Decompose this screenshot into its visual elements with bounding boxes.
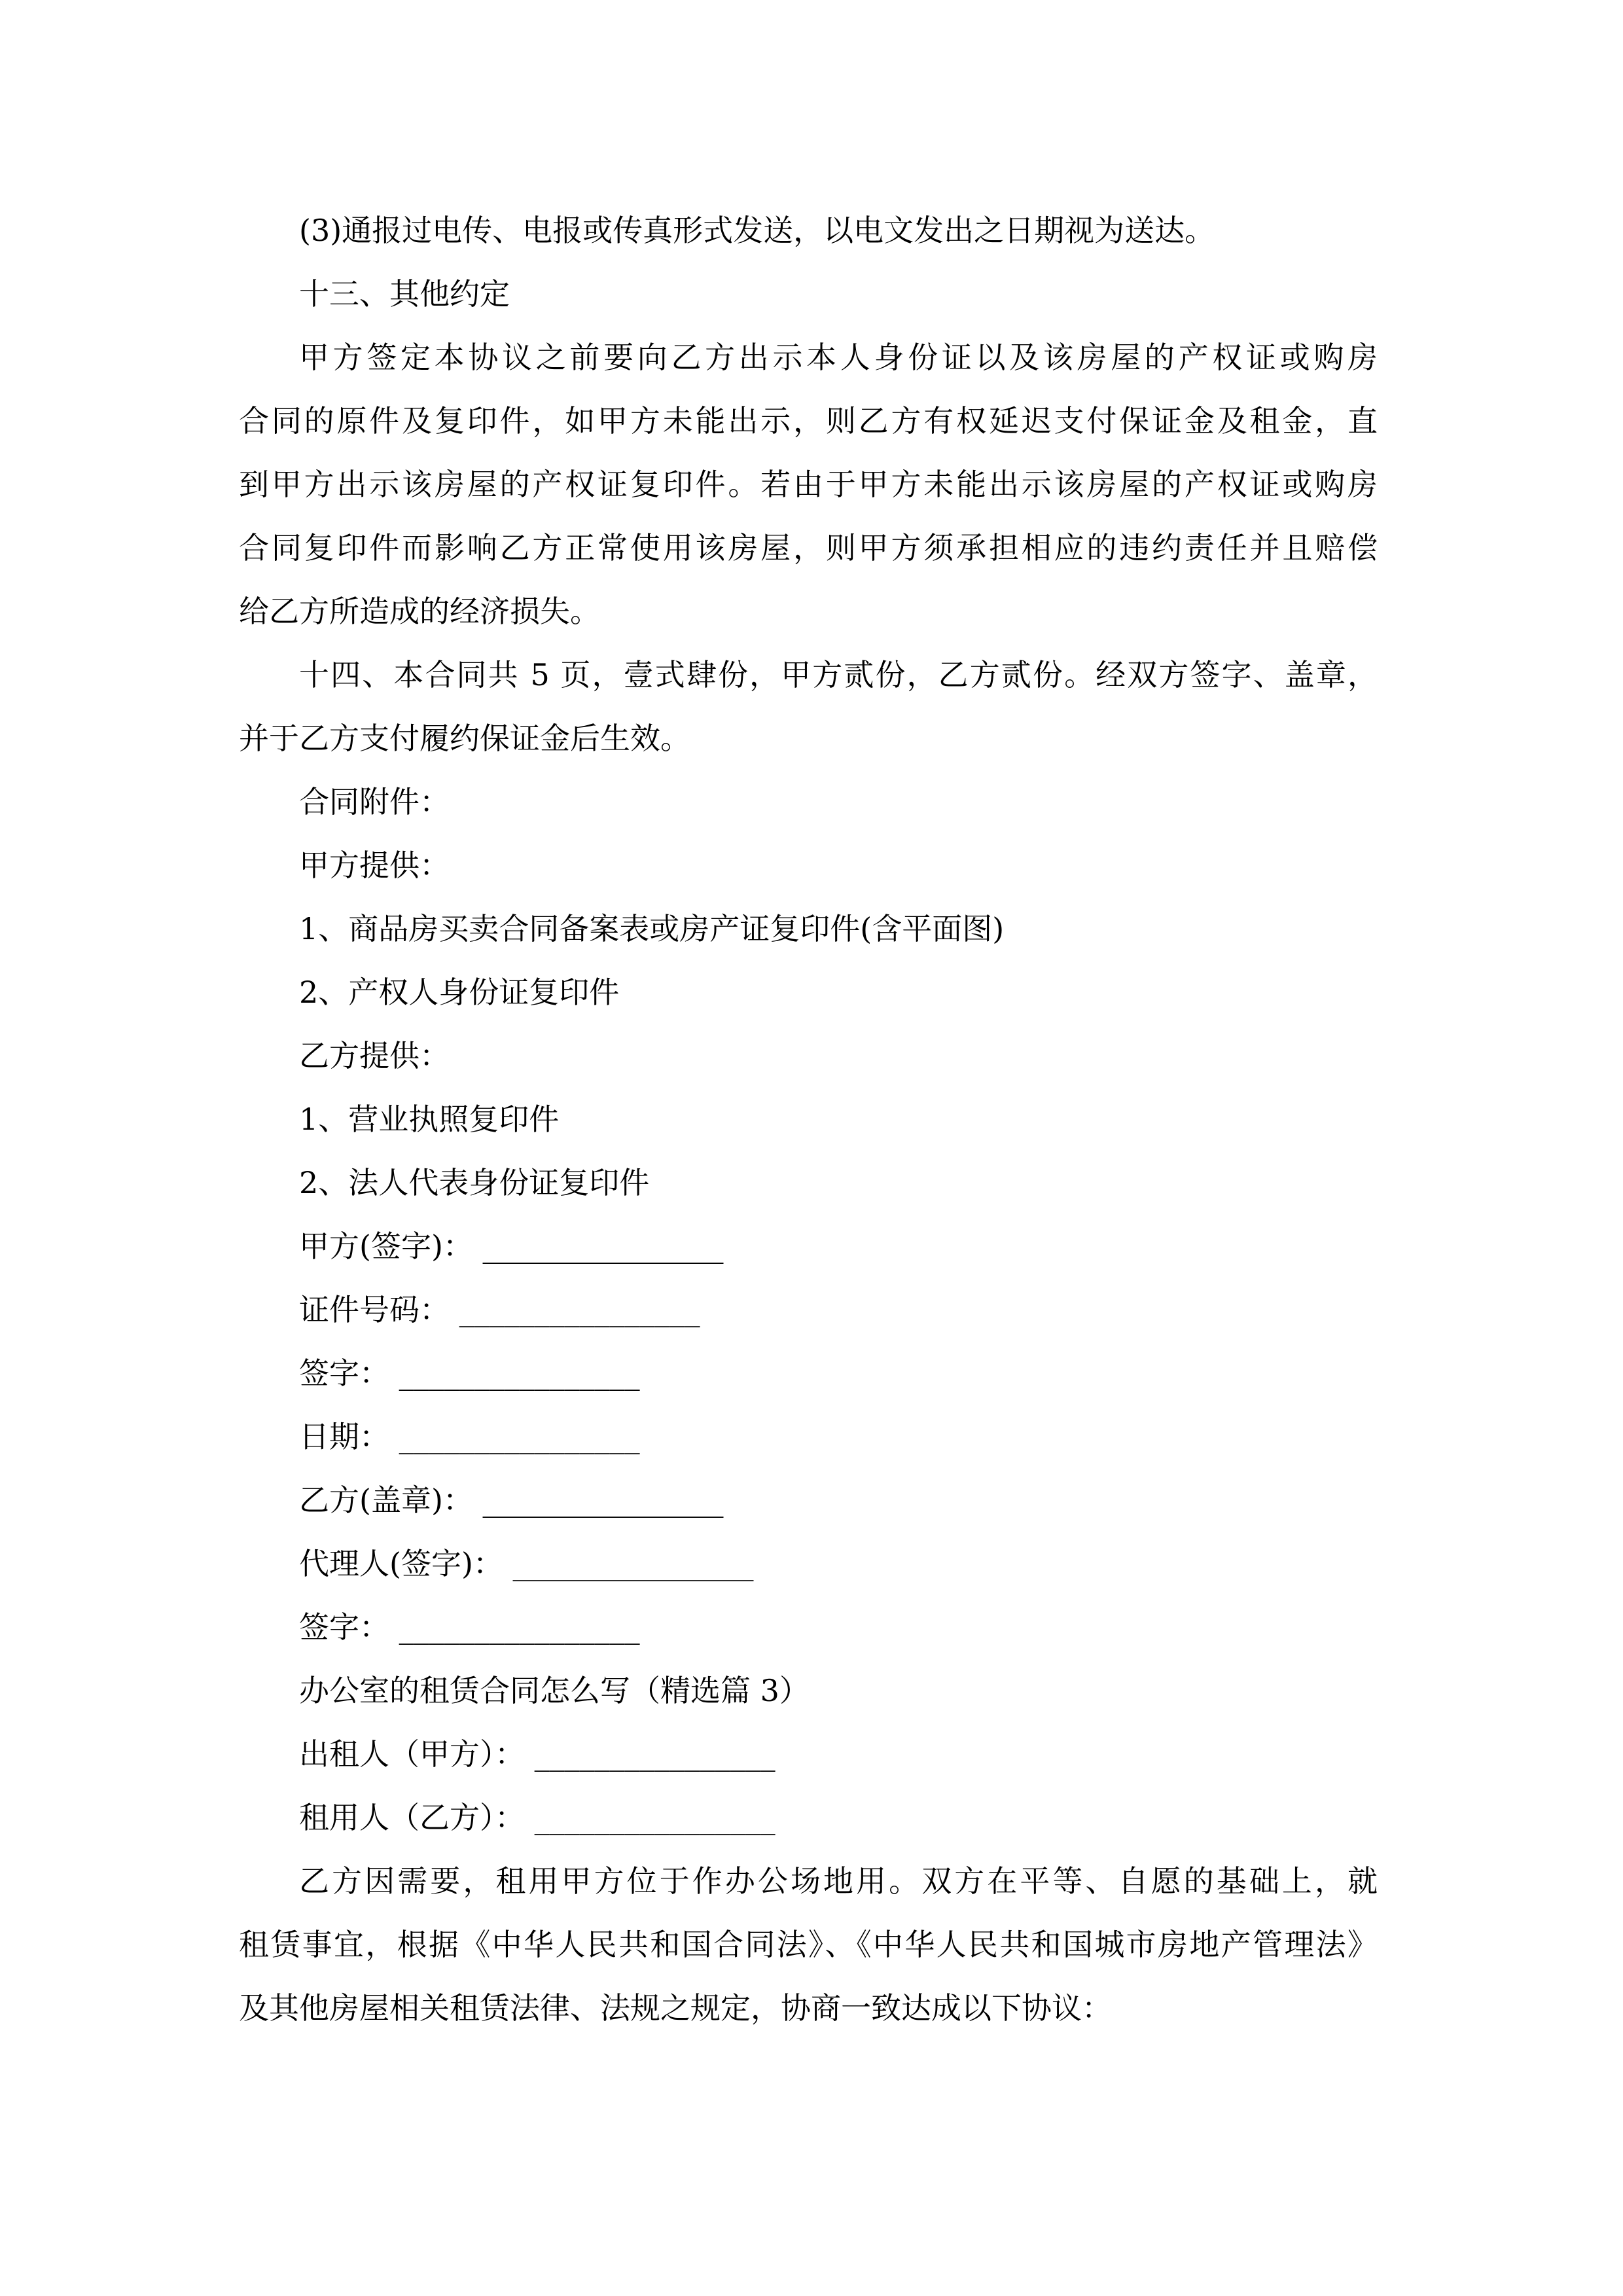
party-b-attachment-item-1: 1、营业执照复印件 (299, 1102, 560, 1137)
party-a-signature-field: 甲方(签字)： ________________ (299, 1229, 724, 1264)
other-agreements-clause-line-5: 给乙方所造成的经济损失。 (239, 594, 600, 629)
party-a-attachment-item-2: 2、产权人身份证复印件 (299, 975, 620, 1010)
party-a-attachment-item-1: 1、商品房买卖合同备案表或房产证复印件(含平面图) (299, 911, 1005, 946)
section-13-heading: 十三、其他约定 (299, 276, 510, 312)
id-number-field: 证件号码： ________________ (299, 1292, 700, 1327)
section-14-clause-line-2: 并于乙方支付履约保证金后生效。 (239, 721, 690, 756)
other-agreements-clause-line-4: 合同复印件而影响乙方正常使用该房屋，则甲方须承担相应的违约责任并且赔偿 (239, 530, 1378, 565)
notice-delivery-clause-3: (3)通报过电传、电报或传真形式发送，以电文发出之日期视为送达。 (299, 213, 1215, 248)
preamble-line-1: 乙方因需要，租用甲方位于作办公场地用。双方在平等、自愿的基础上，就 (299, 1863, 1378, 1899)
other-agreements-clause-line-1: 甲方签定本协议之前要向乙方出示本人身份证以及该房屋的产权证或购房 (299, 340, 1378, 375)
party-b-attachment-item-2: 2、法人代表身份证复印件 (299, 1165, 650, 1200)
signature-field-2: 签字： ________________ (299, 1609, 640, 1645)
agent-signature-field: 代理人(签字)： ________________ (299, 1546, 754, 1581)
party-b-provides-heading: 乙方提供： (299, 1038, 450, 1073)
preamble-line-3: 及其他房屋相关租赁法律、法规之规定，协商一致达成以下协议： (239, 1990, 1112, 2026)
lessor-party-a-field: 出租人（甲方）： ________________ (299, 1736, 776, 1772)
date-field: 日期： ________________ (299, 1419, 640, 1454)
lessee-party-b-field: 租用人（乙方）： ________________ (299, 1800, 776, 1835)
preamble-line-2: 租赁事宜，根据《中华人民共和国合同法》、《中华人民共和国城市房地产管理法》 (239, 1927, 1378, 1962)
party-a-provides-heading: 甲方提供： (299, 848, 450, 883)
section-14-clause-line-1: 十四、本合同共 5 页，壹式肆份，甲方贰份，乙方贰份。经双方签字、盖章， (299, 657, 1378, 692)
next-template-title: 办公室的租赁合同怎么写（精选篇 3） (299, 1673, 810, 1708)
signature-field-1: 签字： ________________ (299, 1355, 640, 1391)
party-b-seal-field: 乙方(盖章)： ________________ (299, 1482, 724, 1518)
other-agreements-clause-line-2: 合同的原件及复印件，如甲方未能出示，则乙方有权延迟支付保证金及租金，直 (239, 403, 1378, 439)
attachments-heading: 合同附件： (299, 784, 450, 819)
other-agreements-clause-line-3: 到甲方出示该房屋的产权证复印件。若由于甲方未能出示该房屋的产权证或购房 (239, 467, 1378, 502)
